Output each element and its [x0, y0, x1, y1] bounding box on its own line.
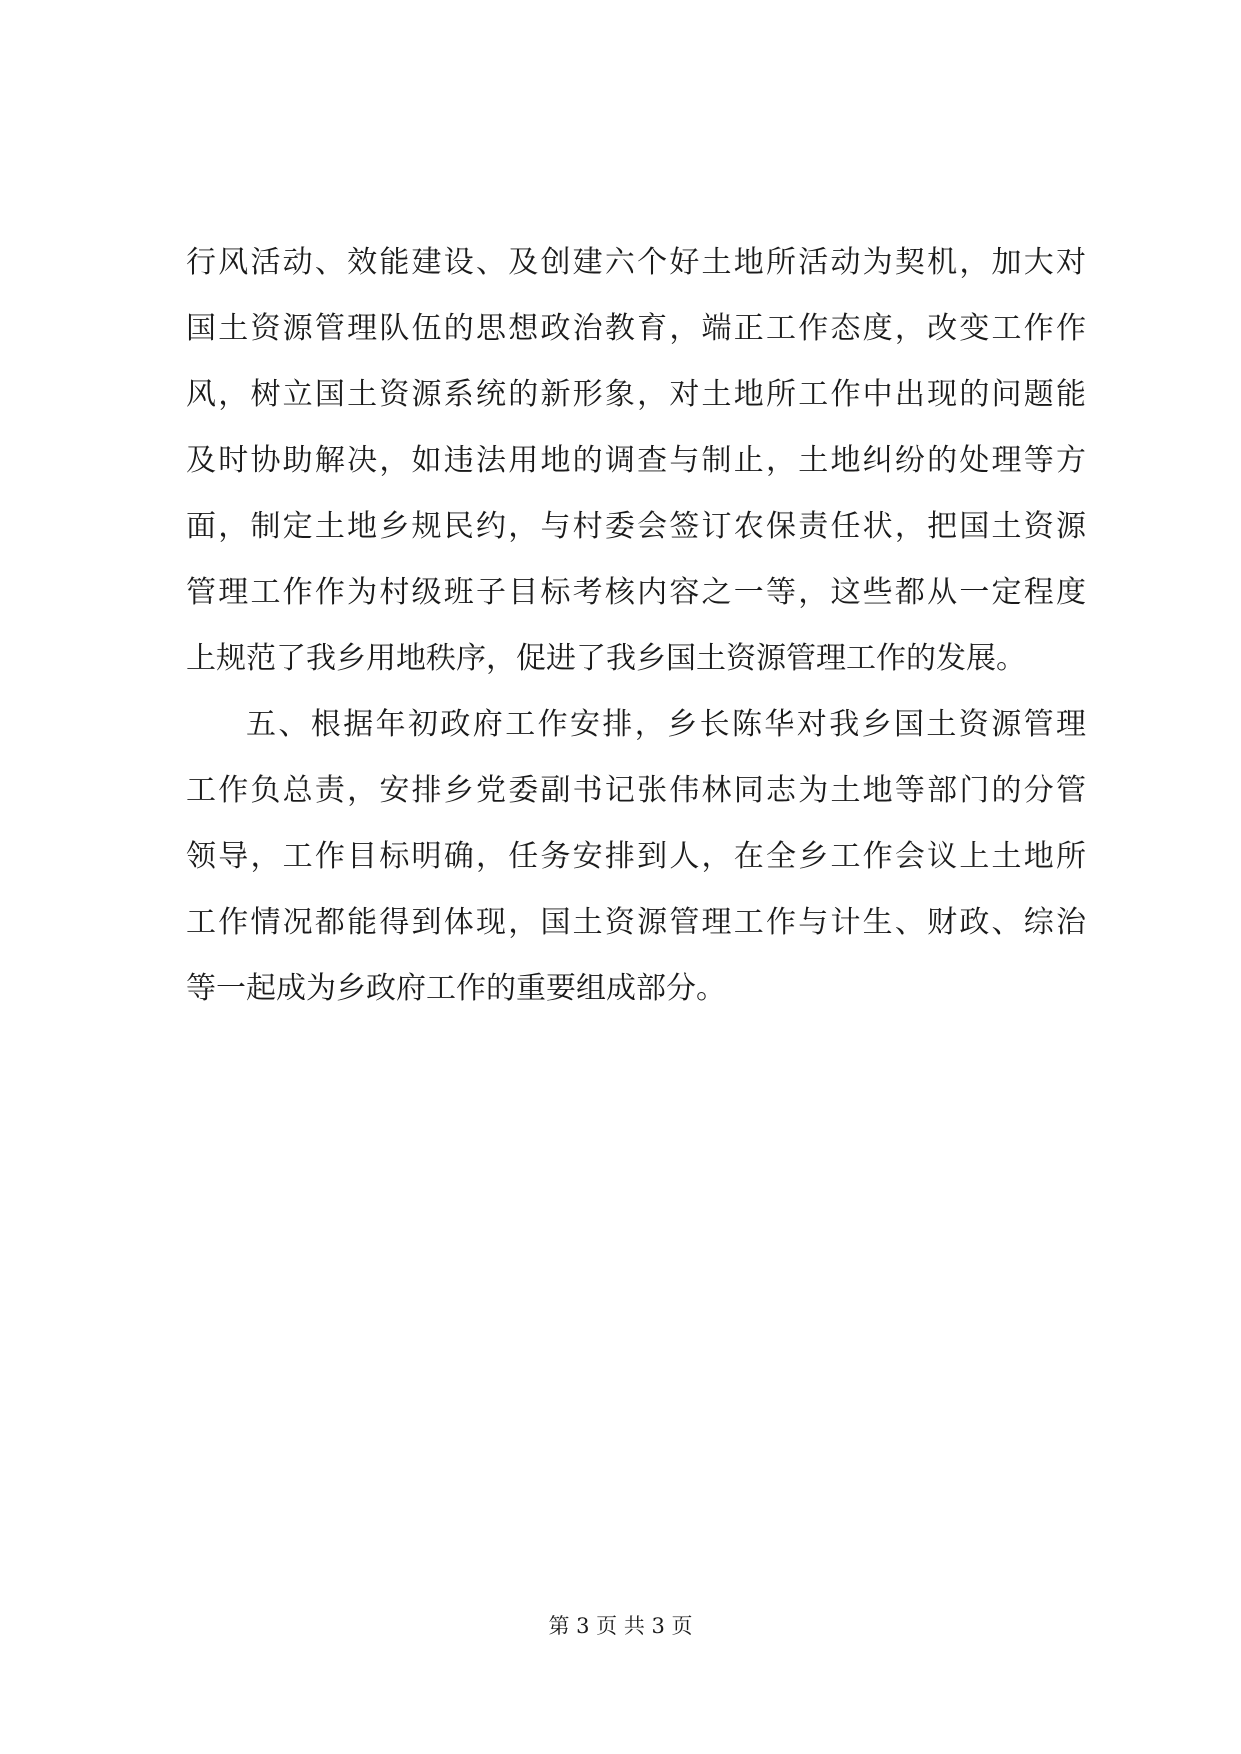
text-line: 行风活动、效能建设、及创建六个好土地所活动为契机，加大对 [186, 245, 1086, 280]
text-line: 上规范了我乡用地秩序，促进了我乡国土资源管理工作的发展。 [186, 641, 1026, 676]
document-body [186, 230, 1086, 1022]
text-line: 管理工作作为村级班子目标考核内容之一等，这些都从一定程度 [186, 575, 1086, 610]
text-line: 风，树立国土资源系统的新形象，对土地所工作中出现的问题能 [186, 377, 1086, 412]
page-number-footer: 第 3 页 共 3 页 [548, 1614, 693, 1638]
paragraph-2 [186, 692, 1086, 1022]
text-line: 面，制定土地乡规民约，与村委会签订农保责任状，把国土资源 [186, 509, 1086, 544]
text-line: 及时协助解决，如违法用地的调查与制止，土地纠纷的处理等方 [186, 443, 1086, 478]
text-line: 国土资源管理队伍的思想政治教育，端正工作态度，改变工作作 [186, 311, 1086, 346]
text-line: 五、根据年初政府工作安排，乡长陈华对我乡国土资源管理 [246, 707, 1086, 742]
text-line: 等一起成为乡政府工作的重要组成部分。 [186, 971, 726, 1006]
text-line: 领导，工作目标明确，任务安排到人，在全乡工作会议上土地所 [186, 839, 1086, 874]
paragraph-1 [186, 230, 1086, 692]
text-line: 工作负总责，安排乡党委副书记张伟林同志为土地等部门的分管 [186, 773, 1086, 808]
text-line: 工作情况都能得到体现，国土资源管理工作与计生、财政、综治 [186, 905, 1086, 940]
